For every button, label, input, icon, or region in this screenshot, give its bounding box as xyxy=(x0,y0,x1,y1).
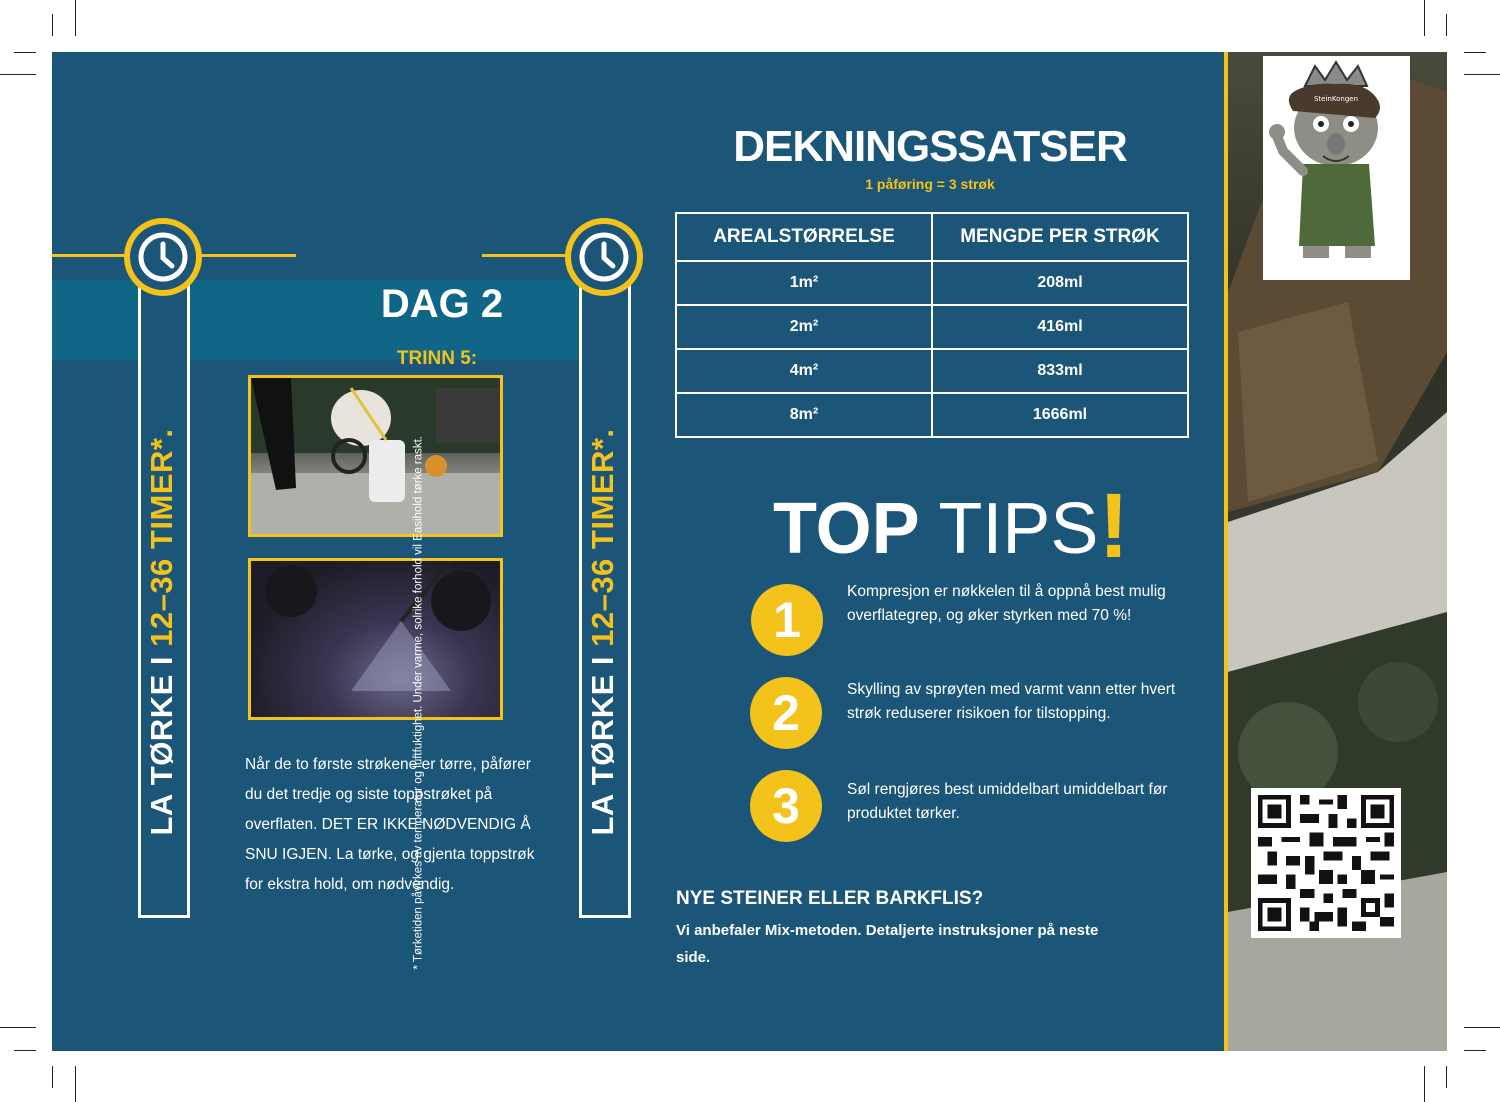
tip-number-badge: 2 xyxy=(750,677,822,749)
drying-time-left xyxy=(144,322,184,942)
spraying-bark-photo xyxy=(248,558,503,720)
area-cell: 8m² xyxy=(676,393,932,437)
stones-text: Vi anbefaler Mix-metoden. Detaljerte instruksjoner på neste side. xyxy=(676,922,1099,966)
timeline-line xyxy=(188,254,296,257)
coverage-title: DEKNINGSSATSER xyxy=(733,122,1127,171)
mascot xyxy=(1263,56,1410,280)
tips-title xyxy=(773,470,1129,575)
drying-hours: 12–36 TIMER*. xyxy=(144,428,179,647)
qr-code[interactable] xyxy=(1251,788,1401,938)
tips-title-light: TIPS xyxy=(938,489,1099,569)
drying-hours: 12–36 TIMER*. xyxy=(585,428,620,647)
tip-text: Kompresjon er nøkkelen til å oppnå best mulig overflategrep, og øker styrken med 70 %! xyxy=(847,583,1166,624)
column-header: AREALSTØRRELSE xyxy=(676,213,932,261)
tip-number-badge: 1 xyxy=(751,584,823,656)
mascot-badge: SteinKongen xyxy=(1313,95,1359,103)
tips-title-bold: TOP xyxy=(773,489,920,569)
amount-cell: 833ml xyxy=(932,349,1188,393)
drying-prefix: LA TØRKE I xyxy=(144,646,179,836)
sprayer-photo xyxy=(248,375,503,537)
amount-cell: 416ml xyxy=(932,305,1188,349)
tip-text: Skylling av sprøyten med varmt vann etter hvert strøk reduserer risikoen for tilstopping. xyxy=(847,681,1176,722)
drying-prefix: LA TØRKE I xyxy=(585,646,620,836)
table-row xyxy=(676,305,1188,349)
coverage-subtitle: 1 påføring = 3 strøk xyxy=(865,176,995,192)
clock-icon xyxy=(124,218,202,296)
instruction-panel xyxy=(52,52,1226,1051)
area-cell: 4m² xyxy=(676,349,932,393)
amount-cell: 1666ml xyxy=(932,393,1188,437)
amount-cell: 208ml xyxy=(932,261,1188,305)
day-heading: DAG 2 xyxy=(380,282,504,326)
column-header: MENGDE PER STRØK xyxy=(932,213,1188,261)
area-cell: 2m² xyxy=(676,305,932,349)
footnote: * Tørketiden påvirkes av temperatur og luftfuktighet. Under varme, solrike forhold vil Easihold tørke raskt. xyxy=(412,436,425,970)
coverage-table xyxy=(675,212,1189,438)
timeline-line xyxy=(482,254,572,257)
tip-text: Søl rengjøres best umiddelbart umiddelbart før produktet tørker. xyxy=(847,781,1168,822)
step-label: TRINN 5: xyxy=(396,348,478,369)
area-cell: 1m² xyxy=(676,261,932,305)
step-instructions: Når de to første strøkene er tørre, påfører du det tredje og siste toppstrøket på overflaten. DET ER IKKE NØDVENDIG Å SNU IGJEN. La tørke, og gjenta toppstrøk for ekstra hold, om nødvendig. xyxy=(245,756,535,893)
clock-icon xyxy=(565,218,643,296)
table-row xyxy=(676,261,1188,305)
timeline-line xyxy=(52,254,130,257)
tip-number-badge: 3 xyxy=(750,770,822,842)
table-row xyxy=(676,349,1188,393)
drying-time-right xyxy=(585,322,625,942)
table-row xyxy=(676,393,1188,437)
table-header-row xyxy=(676,213,1188,261)
stones-heading: NYE STEINER ELLER BARKFLIS? xyxy=(676,888,984,909)
tips-exclamation: ! xyxy=(1098,475,1130,577)
